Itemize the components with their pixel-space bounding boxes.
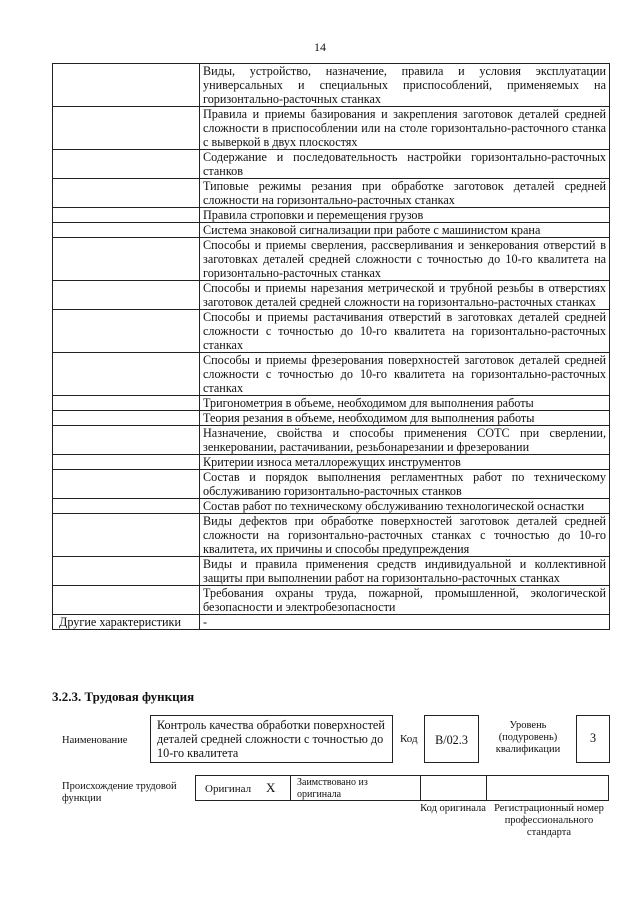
- knowledge-item: Способы и приемы сверления, рассверливания и зенкерования отверстий в заготовках деталей средней сложности с точностью до 10-го квалитета на горизонтально-расточных станках: [200, 238, 610, 281]
- table-row: [53, 396, 610, 411]
- table-row: [53, 238, 610, 281]
- row-category: [53, 238, 200, 281]
- reg-number-label: Регистрационный номер профессионального стандарта: [494, 803, 604, 838]
- knowledge-item: Способы и приемы нарезания метрической и трубной резьбы в отверстиях заготовок деталей средней сложности на горизонтально-расточных станках: [200, 281, 610, 310]
- knowledge-item: Правила и приемы базирования и закрепления заготовок деталей средней сложности в приспособлении или на столе горизонтально-расточного станка с выверкой в двух плоскостях: [200, 107, 610, 150]
- table-row: [53, 411, 610, 426]
- row-category: [53, 64, 200, 107]
- knowledge-item: Теория резания в объеме, необходимом для выполнения работы: [200, 411, 610, 426]
- section-title: 3.2.3. Трудовая функция: [52, 689, 195, 704]
- knowledge-item: Виды дефектов при обработке поверхностей заготовок деталей средней сложности на горизонтально-расточных станках с точностью до 10-го квалитета, их причины и способы предупреждения: [200, 514, 610, 557]
- code-label: Код: [400, 733, 418, 745]
- knowledge-item: Состав и порядок выполнения регламентных работ по техническому обслуживанию горизонтально-расточных станков: [200, 470, 610, 499]
- table-row: [53, 557, 610, 586]
- knowledge-item: Типовые режимы резания при обработке заготовок деталей средней сложности на горизонтально-расточных станках: [200, 179, 610, 208]
- knowledge-item: Виды, устройство, назначение, правила и условия эксплуатации универсальных и специальных приспособлений, применяемых на горизонтально-расточных станках: [200, 64, 610, 107]
- table-row: [53, 179, 610, 208]
- knowledge-item: Правила строповки и перемещения грузов: [200, 208, 610, 223]
- table-row: [53, 281, 610, 310]
- function-name-value: Контроль качества обработки поверхностей деталей средней сложности с точностью до 10-го квалитета: [157, 718, 385, 760]
- table-row: [53, 426, 610, 455]
- origin-label: Происхождение трудовой функции: [62, 781, 177, 804]
- table-row: [53, 310, 610, 353]
- row-category: [53, 426, 200, 455]
- row-category: [53, 396, 200, 411]
- origin-row: [195, 775, 609, 801]
- page-number: 14: [314, 40, 326, 54]
- table-row: [53, 586, 610, 615]
- borrowed-label: Заимствовано из оригинала: [297, 777, 368, 800]
- level-box: [576, 715, 610, 763]
- row-category: [53, 281, 200, 310]
- table-row: [53, 208, 610, 223]
- original-mark: X: [266, 780, 276, 795]
- knowledge-item: Назначение, свойства и способы применения СОТС при сверлении, зенкеровании, растачивании, резьбонарезании и фрезеровании: [200, 426, 610, 455]
- code-original-label: Код оригинала: [420, 803, 486, 814]
- table-row: [53, 455, 610, 470]
- table-row: [53, 223, 610, 238]
- row-category: [53, 499, 200, 514]
- table-row: [53, 353, 610, 396]
- table-row: [53, 150, 610, 179]
- row-category: [53, 455, 200, 470]
- original-label: Оригинал: [205, 783, 252, 795]
- knowledge-item: -: [200, 615, 610, 630]
- row-category: [53, 586, 200, 615]
- knowledge-item: Состав работ по техническому обслуживанию технологической оснастки: [200, 499, 610, 514]
- row-category: [53, 179, 200, 208]
- row-category: [53, 411, 200, 426]
- knowledge-item: Способы и приемы растачивания отверстий в заготовках деталей средней сложности с точностью до 10-го квалитета на горизонтально-расточных станках: [200, 310, 610, 353]
- table-row: [53, 514, 610, 557]
- knowledge-item: Способы и приемы фрезерования поверхностей заготовок деталей средней сложности с точностью до 10-го квалитета на горизонтально-расточных станках: [200, 353, 610, 396]
- code-box: [424, 715, 479, 763]
- table-row: [53, 470, 610, 499]
- row-category: [53, 310, 200, 353]
- row-category: [53, 557, 200, 586]
- knowledge-item: Содержание и последовательность настройки горизонтально-расточных станков: [200, 150, 610, 179]
- table-row: [53, 499, 610, 514]
- row-category: Другие характеристики: [53, 615, 200, 630]
- knowledge-item: Критерии износа металлорежущих инструментов: [200, 455, 610, 470]
- row-category: [53, 514, 200, 557]
- row-category: [53, 353, 200, 396]
- knowledge-item: Тригонометрия в объеме, необходимом для выполнения работы: [200, 396, 610, 411]
- knowledge-item: Виды и правила применения средств индивидуальной и коллективной защиты при выполнении работ на горизонтально-расточных станках: [200, 557, 610, 586]
- row-category: [53, 223, 200, 238]
- function-name-box: [150, 715, 393, 763]
- code-value: B/02.3: [435, 733, 468, 747]
- row-category: [53, 107, 200, 150]
- table-row: [53, 64, 610, 107]
- knowledge-item: Система знаковой сигнализации при работе с машинистом крана: [200, 223, 610, 238]
- row-category: [53, 470, 200, 499]
- table-row: [53, 107, 610, 150]
- knowledge-item: Требования охраны труда, пожарной, промышленной, экологической безопасности и электробезопасности: [200, 586, 610, 615]
- level-label: Уровень (подуровень) квалификации: [495, 720, 561, 755]
- row-category: [53, 208, 200, 223]
- row-category: [53, 150, 200, 179]
- knowledge-table: [52, 63, 610, 630]
- table-row: [53, 615, 610, 630]
- name-label: Наименование: [62, 735, 128, 746]
- level-value: 3: [589, 731, 597, 745]
